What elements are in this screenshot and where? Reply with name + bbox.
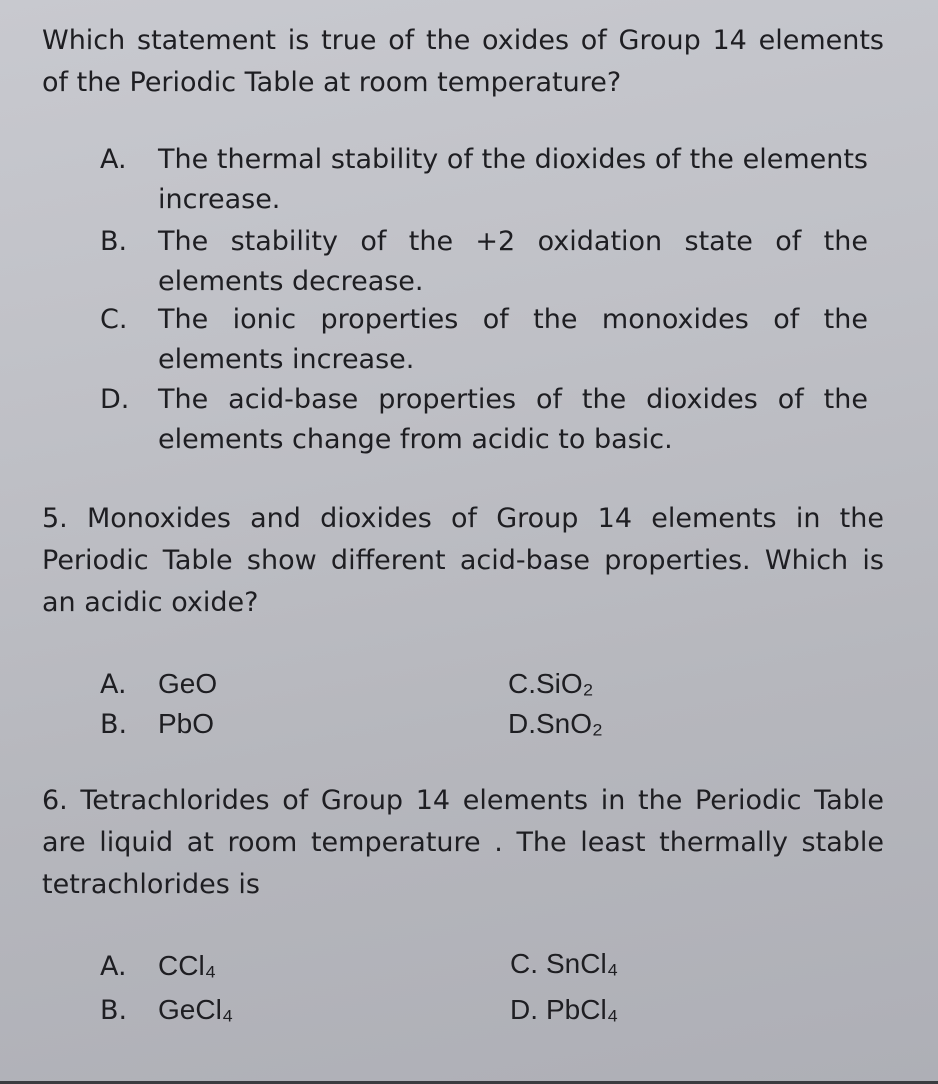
q6-option-a [100,946,216,987]
q6-option-d-text: PbCl₄ [546,994,619,1025]
q5-option-b-text: PbO [158,708,215,739]
q6-option-a-text: CCl₄ [158,950,217,981]
q5-option-d-letter: D. [508,708,536,739]
q4-stem: Which statement is true of the oxides of Group 14 elements of the Periodic Table at room temperature? [42,25,884,98]
q5-option-a [100,664,217,705]
q6-option-b-text: GeCl₄ [158,994,234,1025]
q6-stem: 6. Tetrachlorides of Group 14 elements in the Periodic Table are liquid at room temperature . The least thermally stable tetrachlorides is [42,785,884,900]
q4-option-a-letter: A. [100,144,127,175]
q5-option-d-text: SnO₂ [536,708,603,739]
q5-stem: 5. Monoxides and dioxides of Group 14 elements in the Periodic Table show different acid-base properties. Which is an acidic oxide? [42,503,884,618]
q5-option-d [508,704,603,745]
q4-option-d-letter: D. [100,384,130,415]
q5-option-c [508,664,594,705]
q6-option-d [510,990,618,1031]
q4-option-d-text: The acid-base properties of the dioxides of the elements change from acidic to basic. [158,384,868,455]
q6-option-c-text: SnCl₄ [546,948,619,979]
q4-option-b-text: The stability of the +2 oxidation state of the elements decrease. [158,226,868,297]
q6-option-b-letter: B. [100,995,128,1026]
q4-option-a-text: The thermal stability of the dioxides of the elements increase. [158,144,868,215]
q5-option-a-letter: A. [100,669,127,700]
q5-option-a-text: GeO [158,668,218,699]
q6-option-b [100,990,233,1031]
q6-option-c-letter: C. [510,948,538,979]
q6-option-c [510,944,618,985]
q4-option-b-letter: B. [100,226,128,257]
q4-option-c-letter: C. [100,304,128,335]
q5-option-b-letter: B. [100,709,128,740]
q6-option-d-letter: D. [510,994,538,1025]
q5-option-c-letter: C. [508,668,536,699]
q4-option-c-text: The ionic properties of the monoxides of the elements increase. [158,304,868,375]
q5-option-b [100,704,214,745]
q5-option-c-text: SiO₂ [536,668,594,699]
q6-option-a-letter: A. [100,951,127,982]
